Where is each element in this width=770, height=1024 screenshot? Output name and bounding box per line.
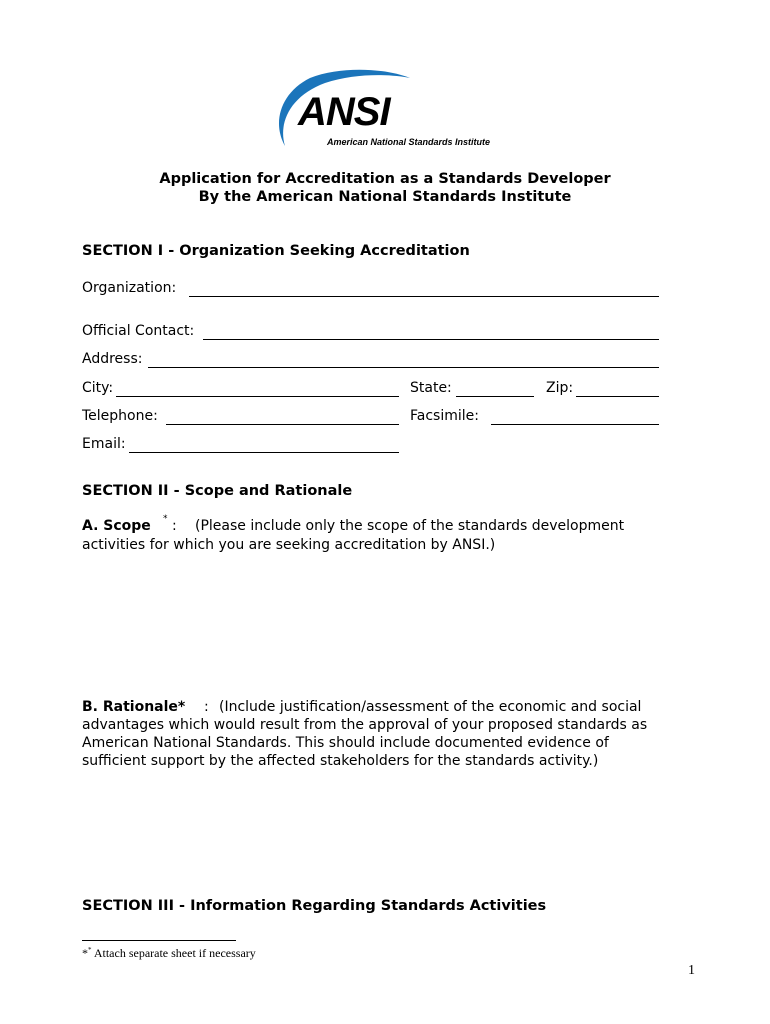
- footnote-text: Attach separate sheet if necessary: [93, 946, 256, 960]
- address-field[interactable]: [148, 367, 659, 368]
- telephone-field[interactable]: [166, 424, 399, 425]
- ansi-logo: [270, 68, 520, 158]
- footnote-superscript: *: [88, 946, 92, 954]
- ansi-wordmark: ANSI: [298, 90, 390, 134]
- facsimile-label: Facsimile:: [410, 408, 479, 424]
- state-field[interactable]: [456, 396, 534, 397]
- rationale-instructions-line4: sufficient support by the affected stakeholders for the standards activity.): [82, 753, 599, 769]
- state-label: State:: [410, 380, 452, 396]
- section3-heading: SECTION III - Information Regarding Standards Activities: [82, 898, 547, 914]
- city-field[interactable]: [116, 396, 399, 397]
- organization-label: Organization:: [82, 280, 177, 296]
- zip-label: Zip:: [546, 380, 574, 396]
- zip-field[interactable]: [576, 396, 659, 397]
- official-contact-field[interactable]: [203, 339, 659, 340]
- ansi-tagline: American National Standards Institute: [327, 137, 491, 147]
- scope-colon: :: [172, 518, 177, 534]
- organization-field[interactable]: [189, 296, 659, 297]
- scope-instructions-line2: activities for which you are seeking accreditation by ANSI.): [82, 537, 496, 553]
- city-label: City:: [82, 380, 114, 396]
- footnote-marker: *: [82, 946, 88, 960]
- email-field[interactable]: [129, 452, 399, 453]
- email-label: Email:: [82, 436, 126, 452]
- address-label: Address:: [82, 351, 143, 367]
- telephone-label: Telephone:: [82, 408, 158, 424]
- facsimile-field[interactable]: [491, 424, 659, 425]
- rationale-instructions-line1: (Include justification/assessment of the economic and social: [219, 699, 642, 715]
- document-title-line1: Application for Accreditation as a Standards Developer: [159, 171, 611, 187]
- section2-heading: SECTION II - Scope and Rationale: [82, 483, 353, 499]
- scope-label: A. Scope: [82, 518, 151, 534]
- footnote: [82, 946, 256, 961]
- rationale-colon: :: [204, 699, 209, 715]
- rationale-label: B. Rationale*: [82, 699, 186, 715]
- official-contact-label: Official Contact:: [82, 323, 195, 339]
- section1-heading: SECTION I - Organization Seeking Accreditation: [82, 243, 470, 259]
- document-title-line2: By the American National Standards Institute: [198, 189, 572, 205]
- rationale-instructions-line2: advantages which would result from the approval of your proposed standards as: [82, 717, 648, 733]
- scope-instructions-line1: (Please include only the scope of the standards development: [195, 518, 625, 534]
- rationale-instructions-line3: American National Standards. This should include documented evidence of: [82, 735, 609, 751]
- page-number: 1: [688, 963, 695, 978]
- footnote-separator: [82, 940, 236, 941]
- scope-footnote-marker: *: [163, 514, 168, 524]
